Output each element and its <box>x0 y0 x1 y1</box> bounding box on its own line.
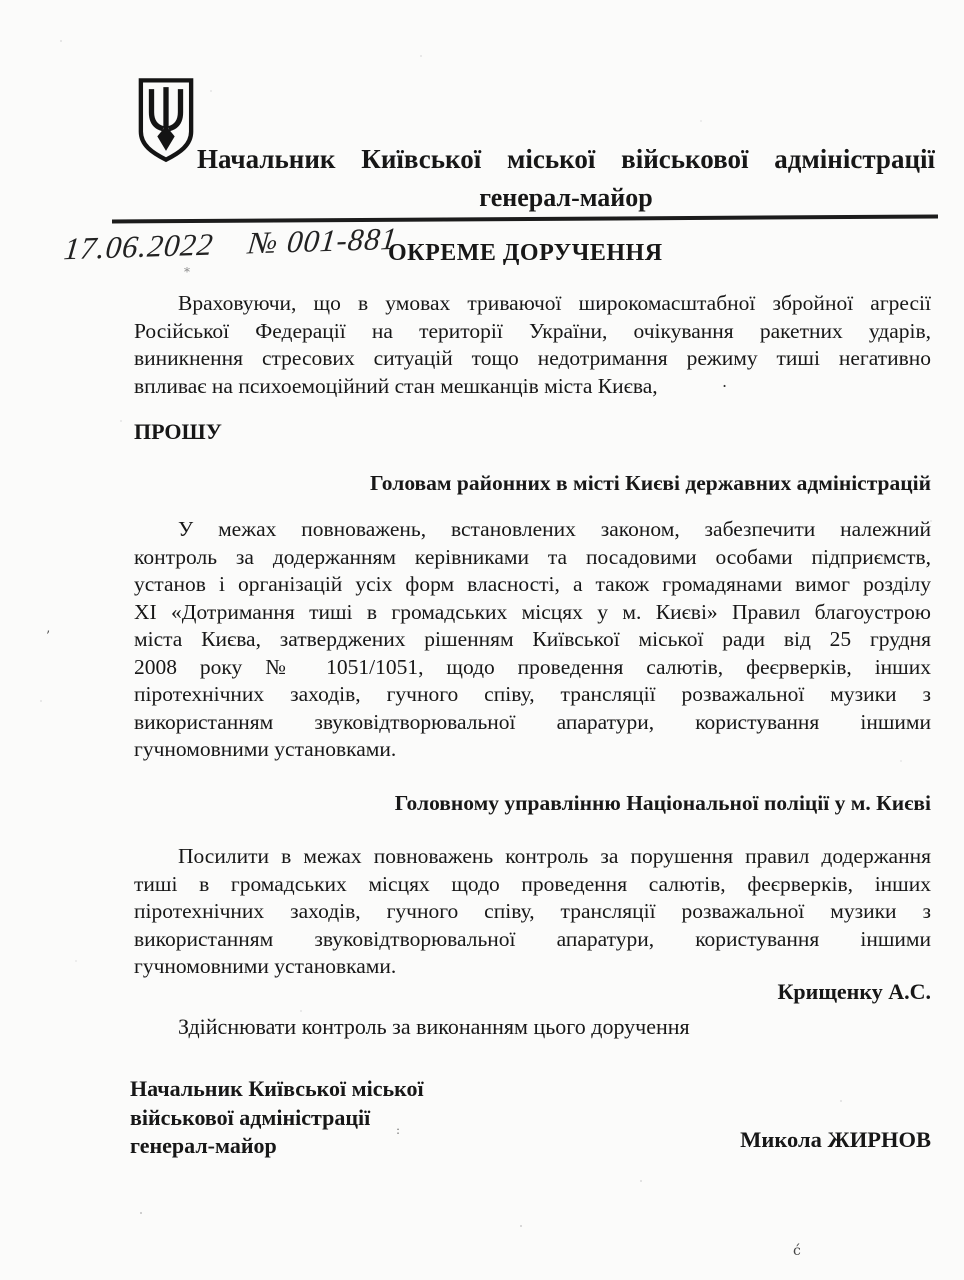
ukraine-trident-emblem <box>137 76 195 164</box>
handwritten-number: № 001-881 <box>246 220 400 261</box>
text-line: гучномовними установками. <box>134 737 397 761</box>
addressee-national-police: Головному управлінню Національної поліції у м. Києві <box>394 791 931 815</box>
text-line: контроль за додержанням керівниками та посадовими особами підприємств, <box>134 544 931 569</box>
text-line: використанням звуковідтворювальної апаратури, користування іншими <box>134 709 931 734</box>
signature-position-line2: військової адміністрації <box>130 1104 371 1130</box>
text-line: гучномовними установками. <box>134 954 397 978</box>
scan-artifact: ć <box>793 1243 801 1259</box>
handwritten-date: 17.06.2022 <box>62 226 216 267</box>
text-line: піротехнічних заходів, гучного співу, трансляції розважальної музики з <box>134 899 931 923</box>
scan-noise <box>0 0 2 2</box>
scan-artifact: * <box>184 265 190 279</box>
text-line: виникнення стресових ситуацій тощо недотримання режиму тиші негативно <box>134 346 931 370</box>
handwritten-registration <box>62 221 399 268</box>
letterhead-rank: генерал-майор <box>479 183 653 212</box>
text-line: Враховуючи, що в умовах триваючої широкомасштабної збройної агресії <box>178 291 931 315</box>
text-line: Посилити в межах повноважень контроль за порушення правил додержання <box>178 844 931 868</box>
text-line: тиші в громадських місцях щодо проведення салютів, феєрверків, інших <box>134 871 931 896</box>
preamble-paragraph <box>134 290 931 400</box>
text-line: установ і організацій усіх форм власності, а також громадянами вимог розділу <box>134 572 931 596</box>
text-line: XI «Дотримання тиші в громадських місцях у м. Києві» Правил благоустрою <box>134 599 931 624</box>
scan-artifact: . <box>722 372 728 391</box>
signature-position-line3: генерал-майор <box>130 1133 277 1158</box>
text-line: використанням звуковідтворювальної апаратури, користування іншими <box>134 926 931 951</box>
section-1-paragraph <box>134 516 931 764</box>
signature-position-line1: Начальник Київської міської <box>130 1076 424 1101</box>
text-line: піротехнічних заходів, гучного співу, трансляції розважальної музики з <box>134 682 931 706</box>
letterhead-divider <box>112 214 938 223</box>
text-line: Російської Федерації на території України, очікування ракетних ударів, <box>134 318 931 343</box>
text-line: міста Києва, затверджених рішенням Київської міської ради від 25 грудня <box>134 627 931 651</box>
signatory-name: Микола ЖИРНОВ <box>740 1127 931 1152</box>
text-line: У межах повноважень, встановлених законом, забезпечити належний <box>178 517 931 541</box>
document-title: ОКРЕМЕ ДОРУЧЕННЯ <box>388 240 663 266</box>
assignee-name: Крищенку А.С. <box>777 979 931 1004</box>
scan-artifact: ’ <box>46 629 51 644</box>
request-word: ПРОШУ <box>134 419 222 444</box>
addressee-district-administrations: Головам районних в місті Києві державних адміністрацій <box>370 471 931 495</box>
section-2-paragraph <box>134 843 931 981</box>
scan-artifact: : <box>396 1123 401 1137</box>
letterhead-title: Начальник Київської міської військової адміністрації <box>197 144 935 174</box>
text-line: впливає на психоемоційний стан мешканців міста Києва, <box>134 373 658 398</box>
control-statement: Здійснювати контроль за виконанням цього доручення <box>178 1014 690 1039</box>
letterhead <box>197 142 935 214</box>
text-line: 2008 року № 1051/1051, щодо проведення салютів, феєрверків, інших <box>134 654 931 679</box>
